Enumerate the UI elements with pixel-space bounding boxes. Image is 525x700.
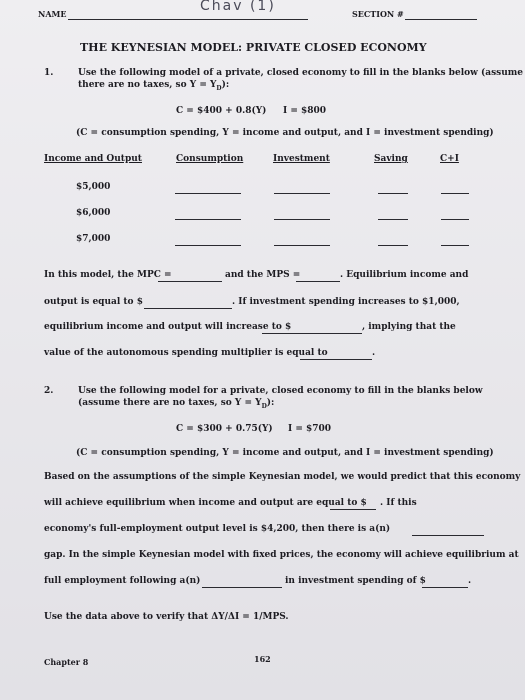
q1-header-investment: Investment — [273, 154, 330, 164]
chapter-label: Chapter 8 — [44, 657, 89, 667]
q1-para-multiplier-label: value of the autonomous spending multiplier is equal to — [44, 348, 328, 358]
q2-para-line4: gap. In the simple Keynesian model with fixed prices, the economy will achieve equilibrium at — [44, 550, 519, 560]
section-label: SECTION # — [352, 9, 404, 19]
q2-investment-change-blank[interactable] — [422, 587, 468, 588]
q1-row2-c-plus-i-blank[interactable] — [441, 219, 469, 220]
q2-intro-line1: Use the following model for a private, closed economy to fill in the blanks below — [78, 386, 483, 396]
q1-equilibrium-blank[interactable] — [144, 308, 232, 309]
q1-para-implying: , implying that the — [362, 322, 456, 332]
q2-equilibrium-blank[interactable] — [330, 509, 376, 510]
q1-para-mpc-label: In this model, the MPC = — [44, 270, 172, 280]
q1-row3-c-plus-i-blank[interactable] — [441, 245, 469, 246]
worksheet-title: THE KEYNESIAN MODEL: PRIVATE CLOSED ECONOMY — [80, 41, 427, 54]
name-label: NAME — [38, 9, 67, 19]
q1-new-equilibrium-blank[interactable] — [262, 333, 362, 334]
q2-para-full-employment-label: full employment following a(n) — [44, 576, 201, 586]
handwritten-name: Chav (1) — [200, 0, 276, 14]
q2-para-line1: Based on the assumptions of the simple Keynesian model, we would predict that this economy — [44, 472, 521, 482]
q1-intro-line1: Use the following model of a private, closed economy to fill in the blanks below (assume — [78, 68, 524, 78]
q1-row3-saving-blank[interactable] — [378, 245, 408, 246]
q1-para-output-label: output is equal to $ — [44, 297, 143, 307]
q2-verify-instruction: Use the data above to verify that ΔY/ΔI = 1/MPS. — [44, 612, 289, 622]
q1-mpc-blank[interactable] — [158, 281, 222, 282]
q1-row2-income: $6,000 — [76, 208, 111, 218]
q2-definitions: (C = consumption spending, Y = income and output, and I = investment spending) — [76, 448, 494, 458]
name-field-line[interactable] — [68, 19, 308, 20]
q1-investment-equation: I = $800 — [283, 106, 327, 116]
q1-definitions: (C = consumption spending, Y = income and output, and I = investment spending) — [76, 128, 494, 138]
q1-header-saving: Saving — [374, 154, 408, 164]
q2-gap-type-blank[interactable] — [412, 535, 484, 536]
q2-change-type-blank[interactable] — [202, 587, 282, 588]
q2-para-period: . — [468, 576, 472, 586]
q2-consumption-equation: C = $300 + 0.75(Y) — [176, 424, 273, 434]
q2-para-equilibrium-label: will achieve equilibrium when income and output are equal to $ — [44, 498, 367, 508]
q2-number: 2. — [44, 386, 54, 396]
q2-para-if-this: . If this — [380, 498, 417, 508]
q1-para-equilibrium-text: . Equilibrium income and — [340, 270, 469, 280]
section-field-line[interactable] — [405, 19, 477, 20]
q1-row1-c-plus-i-blank[interactable] — [441, 193, 469, 194]
q2-para-investment-spending: in investment spending of $ — [285, 576, 426, 586]
q1-consumption-equation: C = $400 + 0.8(Y) — [176, 106, 267, 116]
q2-intro-line2: (assume there are no taxes, so $Y = Y_D$): — [78, 398, 275, 410]
q1-para-new-equilibrium-label: equilibrium income and output will increase to $ — [44, 322, 292, 332]
q1-header-income: Income and Output — [44, 154, 142, 164]
q1-para-investment-increase: . If investment spending increases to $1,000, — [232, 297, 460, 307]
page-number: 162 — [254, 654, 271, 664]
q1-row1-saving-blank[interactable] — [378, 193, 408, 194]
q1-number: 1. — [44, 68, 54, 78]
q1-row2-consumption-blank[interactable] — [175, 219, 241, 220]
q1-row1-investment-blank[interactable] — [274, 193, 330, 194]
q1-row1-income: $5,000 — [76, 182, 111, 192]
q1-header-consumption: Consumption — [176, 154, 244, 164]
q2-para-gap-label: economy's full-employment output level is $4,200, then there is a(n) — [44, 524, 391, 534]
q1-para-mps-label: and the MPS = — [225, 270, 301, 280]
q1-row2-investment-blank[interactable] — [274, 219, 330, 220]
q1-row2-saving-blank[interactable] — [378, 219, 408, 220]
q1-mps-blank[interactable] — [296, 281, 340, 282]
q1-row1-consumption-blank[interactable] — [175, 193, 241, 194]
q1-intro-line2: there are no taxes, so $Y = Y_D$): — [78, 80, 230, 92]
q2-investment-equation: I = $700 — [288, 424, 332, 434]
q1-row3-income: $7,000 — [76, 234, 111, 244]
q1-multiplier-blank[interactable] — [300, 359, 372, 360]
q1-header-c-plus-i: C+I — [440, 154, 459, 164]
q1-row3-investment-blank[interactable] — [274, 245, 330, 246]
q1-row3-consumption-blank[interactable] — [175, 245, 241, 246]
q1-para-period: . — [372, 348, 376, 358]
